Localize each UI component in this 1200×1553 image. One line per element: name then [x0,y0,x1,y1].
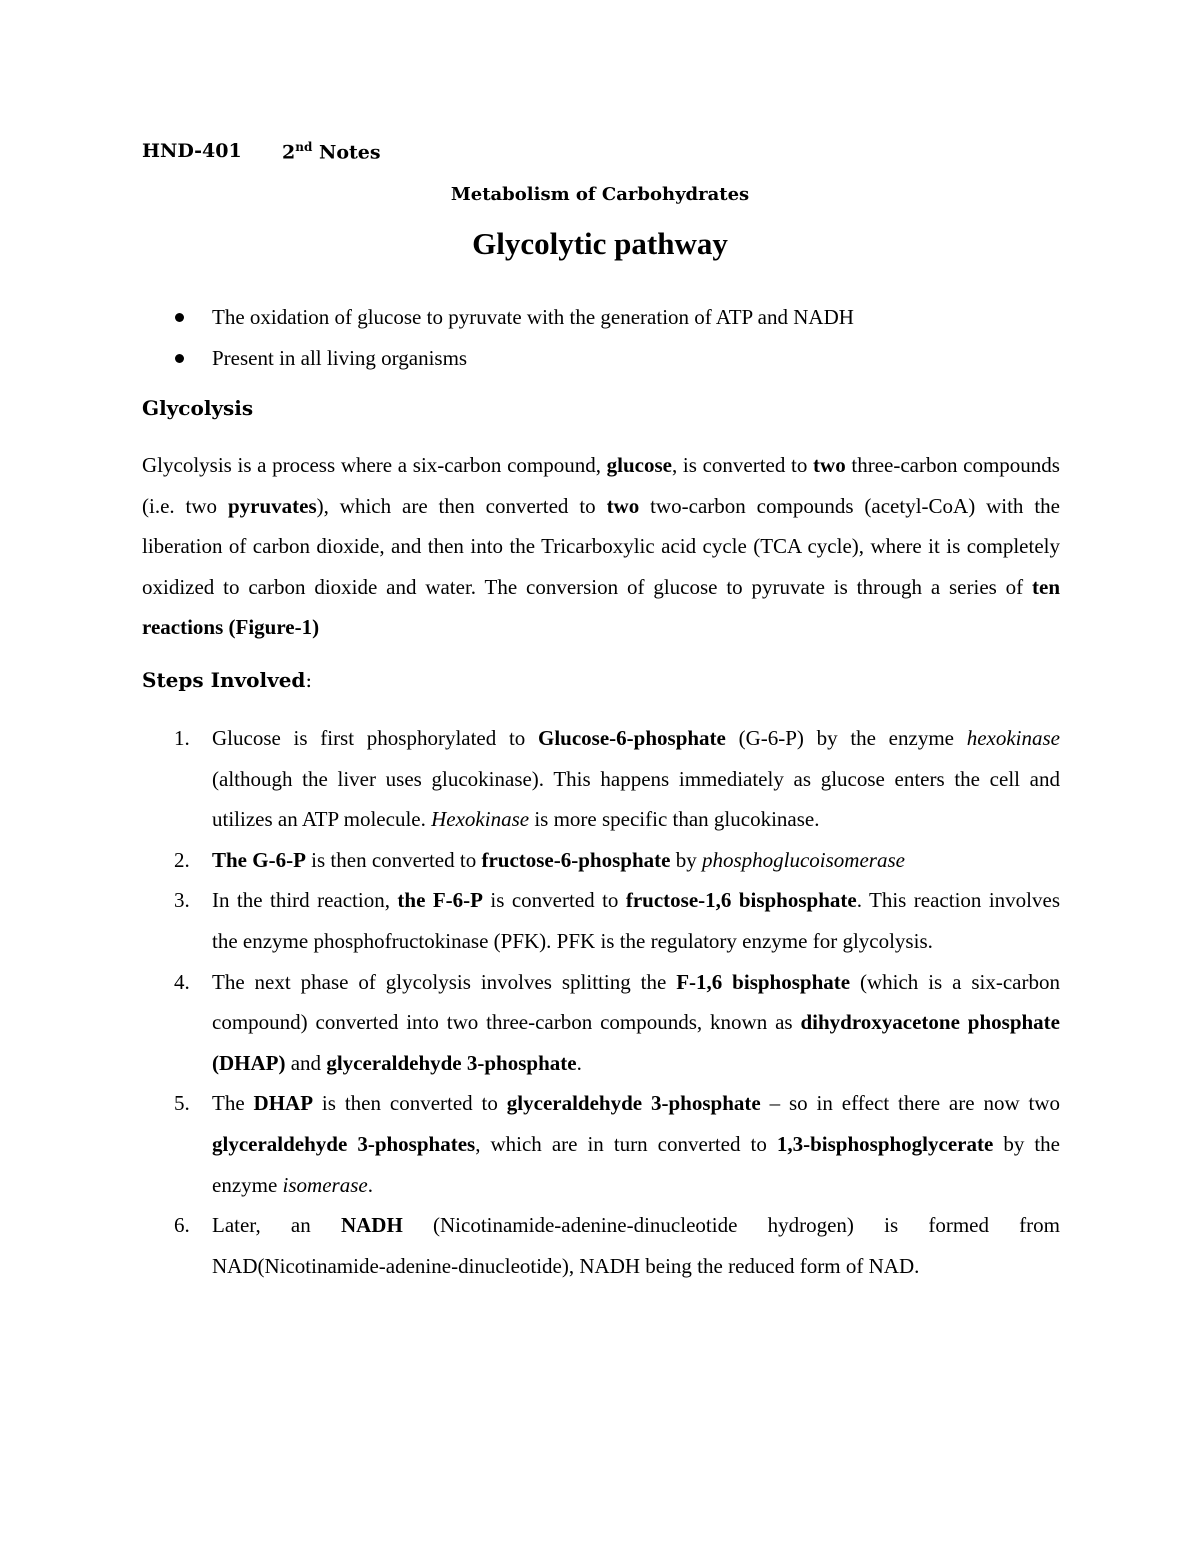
step-item [142,840,1060,881]
steps-heading-text: Steps Involved [142,668,306,692]
step-number: 1. [174,726,190,750]
step-text: (G-6-P) by the enzyme [725,726,967,750]
step-text: and [285,1050,327,1075]
step-bold: dihydroxyacetone phosphate (DHAP) [212,1010,1060,1075]
step-italic: phosphoglucoisomerase [701,847,905,872]
step-text: . [576,1050,582,1075]
step-text: (Nicotinamide-adenine-dinucleotide hydrogen) is formed from NAD(Nicotinamide-adenine-dinucleotide), NADH being the reduced form of NAD. [212,1213,1060,1278]
step-bold: DHAP [253,1091,314,1116]
step-item [142,718,1060,840]
document-subtitle: Metabolism of Carbohydrates [450,184,750,205]
document-title: Glycolytic pathway [472,226,728,261]
step-text: by the enzyme [212,1131,1060,1197]
bullet-item [142,297,1062,338]
step-text: – so in effect there are now two [760,1091,1061,1116]
para-bold: glucose [606,453,672,477]
notes-superscript: nd [295,140,313,154]
step-number: 6. [174,1213,190,1238]
bullet-dot-icon [175,313,184,322]
step-number: 3. [174,888,190,913]
step-text: The next phase of glycolysis involves splitting the [212,969,677,994]
para-bold: ten reactions (Figure-1) [142,574,1060,639]
para-text: ), which are then converted to [316,493,607,518]
step-italic: Hexokinase [431,807,530,832]
step-italic: isomerase [282,1172,368,1197]
step-number: 2. [174,847,190,872]
step-number: 4. [174,969,190,994]
step-italic: hexokinase [966,726,1060,750]
steps-heading [142,668,312,692]
step-text: is then converted to [305,847,482,872]
step-text: Glucose is first phosphorylated to [212,726,539,750]
para-bold: two [813,453,846,477]
notes-word: Notes [318,141,381,164]
step-text: The [212,1091,254,1116]
para-text: , is converted to [671,453,814,477]
para-bold: two [606,493,640,518]
step-text: . [367,1172,373,1197]
bullet-dot-icon [175,354,184,363]
bullet-text: Present in all living organisms [212,346,468,370]
step-text: is then converted to [313,1091,507,1116]
notes-label [282,140,381,163]
course-code: HND-401 [142,140,242,162]
step-item [142,880,1060,961]
step-text: , which are in turn converted to [475,1131,777,1156]
step-item [142,962,1060,1084]
step-text: is more specific than glucokinase. [529,807,820,832]
para-text: two-carbon compounds (acetyl-CoA) with the liberation of carbon dioxide, and then into the Tricarboxylic acid cycle (TCA cycle), where it is completely oxidized to carbon dioxide and water. The conversion of glucose to pyruvate is through a series of [142,493,1060,599]
step-bold: 1,3-bisphosphoglycerate [776,1131,994,1156]
step-item [142,1083,1060,1205]
step-bold: Glucose-6-phosphate [538,726,726,750]
step-bold: the F-6-P [397,888,483,913]
step-number: 5. [174,1091,190,1116]
step-text: In the third reaction, [212,888,398,913]
step-text: (although the liver uses glucokinase). This happens immediately as glucose enters the cell and utilizes an ATP molecule. [212,766,1060,832]
step-text: is converted to [482,888,626,913]
header-line [142,140,381,164]
steps-heading-colon: : [305,668,313,692]
steps-list [142,718,1060,1286]
step-text: Later, an [212,1213,341,1238]
step-bold: glyceraldehyde 3-phosphate [326,1050,577,1075]
step-bold: glyceraldehyde 3-phosphates [212,1131,476,1156]
bullet-item [142,338,1062,379]
bullet-list [142,297,1062,379]
notes-number: 2 [282,141,296,164]
bullet-text: The oxidation of glucose to pyruvate with the generation of ATP and NADH [212,305,854,329]
step-bold: fructose-6-phosphate [481,847,671,872]
step-text: by [670,847,702,872]
para-text: three-carbon compounds (i.e. two [142,453,1060,518]
step-bold: NADH [340,1213,403,1238]
para-text: Glycolysis is a process where a six-carbon compound, [142,453,607,477]
step-bold: glyceraldehyde 3-phosphate [506,1091,761,1116]
step-bold: The G-6-P [212,847,306,872]
para-bold: pyruvates [227,493,317,518]
step-item [142,1205,1060,1286]
step-text: . This reaction involves the enzyme phosphofructokinase (PFK). PFK is the regulatory enzyme for glycolysis. [212,888,1061,953]
step-text: (which is a six-carbon compound) converted into two three-carbon compounds, known as [212,969,1060,1035]
step-bold: fructose-1,6 bisphosphate [625,888,857,913]
glycolysis-heading: Glycolysis [142,396,254,420]
step-bold: F-1,6 bisphosphate [676,969,851,994]
glycolysis-paragraph [142,445,1060,648]
